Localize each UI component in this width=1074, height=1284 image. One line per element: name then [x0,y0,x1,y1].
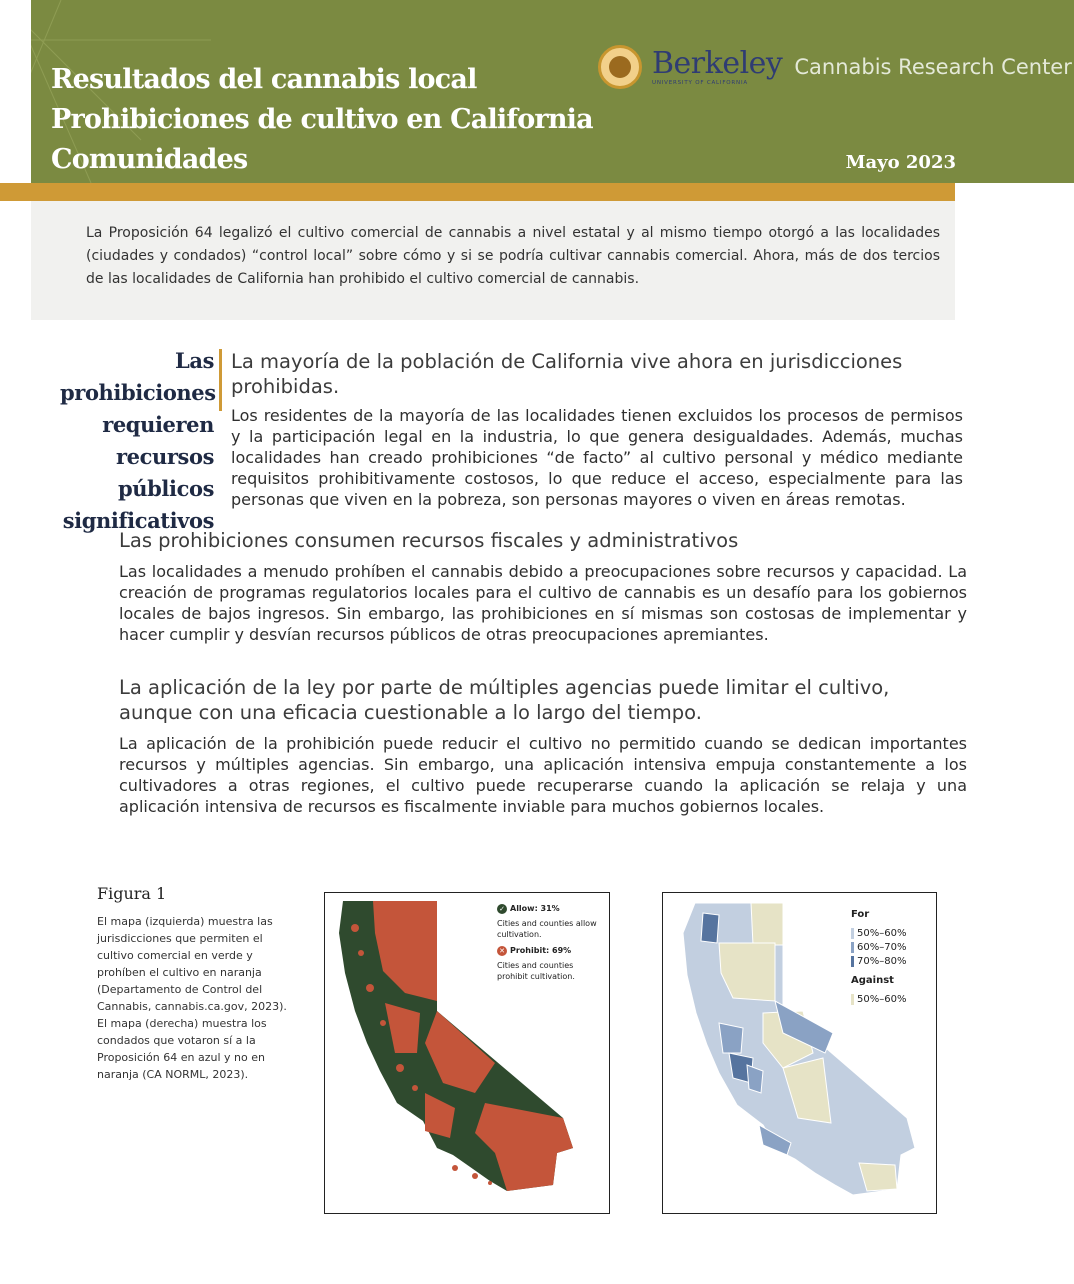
side-heading-line: prohibiciones [60,380,216,405]
legend-for-item [851,956,931,967]
berkeley-logo[interactable] [598,45,1072,89]
legend-swatch [851,994,854,1005]
title-line-3: Comunidades [51,144,248,175]
cultivation-map [324,892,610,1214]
side-heading-line: requieren [102,412,214,437]
legend-for-item [851,942,931,953]
legend-allow-desc: Cities and counties allow cultivation. [497,919,597,939]
berkeley-name: Berkeley [652,45,783,81]
section-3-heading: La aplicación de la ley por parte de múltiples agencias puede limitar el cultivo, aunque con una eficacia cuestionable a lo largo del tiempo. [119,676,890,724]
side-heading-divider [219,349,222,411]
legend-for-item [851,928,931,939]
figure-caption: El mapa (izquierda) muestra las jurisdicciones que permiten el cultivo comercial en verde y prohíben el cultivo en naranja (Departamento de Control del Cannabis, cannabis.ca.gov, 2023). El mapa (derecha) muestra los condados que votaron sí a la Proposición 64 en azul y no en naranja (CA NORML, 2023). [97,915,287,1081]
legend-for-label: 70%–80% [857,956,907,967]
legend-prohibit [497,945,601,956]
legend-for-label: 50%–60% [857,928,907,939]
legend-swatch [851,928,854,939]
document-title [51,60,593,180]
check-icon: ✓ [497,904,507,914]
legend-against-title: Against [851,975,894,986]
university-seal-icon [598,45,642,89]
legend-for-label: 60%–70% [857,942,907,953]
berkeley-subtitle: UNIVERSITY OF CALIFORNIA [652,79,748,86]
legend-prohibit-desc: Cities and counties prohibit cultivation. [497,961,575,981]
legend-prohibit-label: Prohibit: 69% [510,946,572,955]
section-1-body: Los residentes de la mayoría de las localidades tienen excluidos los procesos de permisos y la participación legal en la industria, lo que genera desigualdades. Además, muchas localidades han creado prohibiciones “de facto” al cultivo personal y médico mediante requisitos prohibitivamente costosos, lo que reduce el acceso, especialmente para las personas que viven en la pobreza, son personas mayores o viven en áreas remotas. [231,406,963,509]
legend-allow [497,903,601,914]
section-3-body: La aplicación de la prohibición puede reducir el cultivo no permitido cuando se dedican importantes recursos y múltiples agencias. Sin embargo, una aplicación intensiva empuja constantemente a los cultivadores a otras regiones, el cultivo puede recuperarse cuando la aplicación se relaja y una aplicación intensiva de recursos es fiscalmente inviable para muchos gobiernos locales. [119,734,967,816]
legend-swatch [851,942,854,953]
intro-box [31,201,955,320]
legend-allow-label: Allow: 31% [510,904,560,913]
legend-against-label: 50%–60% [857,994,907,1005]
section-1-heading: La mayoría de la población de California vive ahora en jurisdicciones prohibidas. [231,350,903,398]
legend-for-title: For [851,909,870,920]
intro-text: La Proposición 64 legalizó el cultivo comercial de cannabis a nivel estatal y al mismo tiempo otorgó a las localidades (ciudades y condados) “control local” sobre cómo y si se podría cultivar cannabis comercial. Ahora, más de dos tercios de las localidades de California han prohibido el cultivo comercial de cannabis. [86,225,940,287]
title-line-2: Prohibiciones de cultivo en California [51,104,593,135]
section-2-body: Las localidades a menudo prohíben el cannabis debido a preocupaciones sobre recursos y capacidad. La creación de programas regulatorios locales para el cultivo de cannabis es un desafío para los gobiernos locales de bajos ingresos. Sin embargo, las prohibiciones en sí mismas son costosas de implementar y hacer cumplir y desvían recursos públicos de otras preocupaciones apremiantes. [119,562,967,644]
publication-date: Mayo 2023 [845,152,956,173]
accent-bar [0,183,955,201]
title-line-1: Resultados del cannabis local [51,64,477,95]
legend-swatch [851,956,854,967]
section-2-heading: Las prohibiciones consumen recursos fiscales y administrativos [119,529,739,552]
vote-map [662,892,937,1214]
legend-against-item [851,994,931,1005]
figure-label: Figura 1 [97,884,167,903]
research-center-name: Cannabis Research Center [794,55,1072,79]
side-heading-line: Las [175,348,214,373]
x-icon: ✕ [497,946,507,956]
berkeley-wordmark [652,45,783,86]
side-heading-line: públicos [117,476,214,501]
side-heading-line: significativos [62,508,214,533]
side-heading [60,345,214,537]
side-heading-line: recursos [116,444,214,469]
left-map-legend [497,903,601,982]
header-banner [31,0,1074,183]
right-map-legend [851,909,931,1005]
